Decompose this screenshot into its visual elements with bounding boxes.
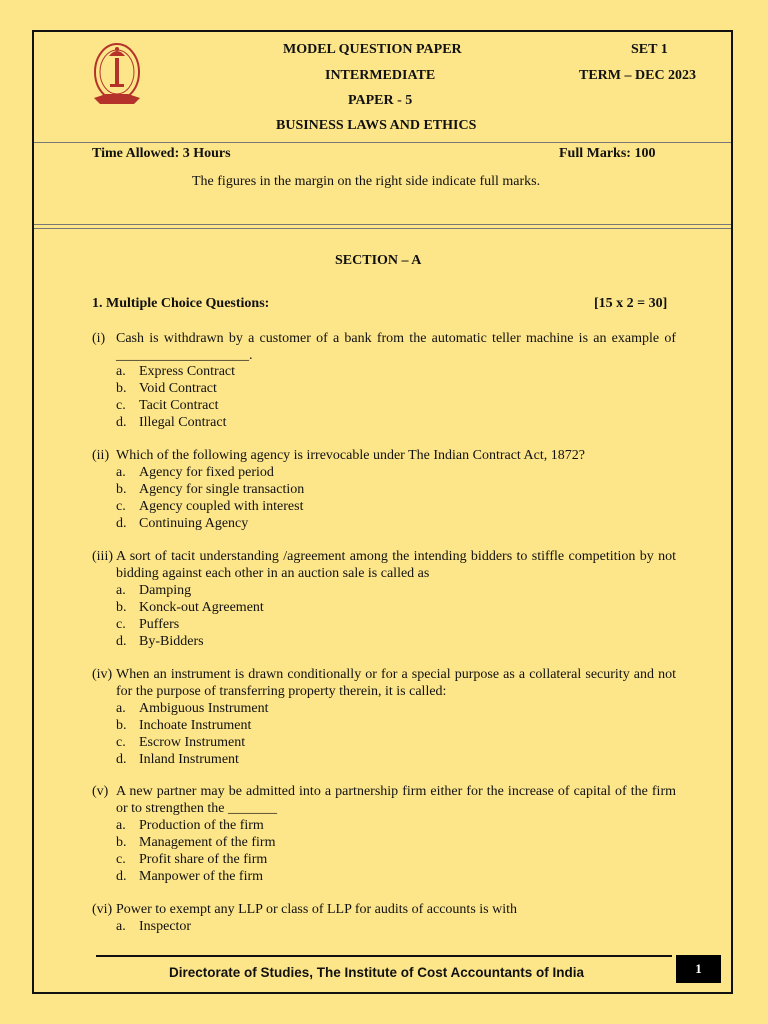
option-item: [116, 700, 269, 717]
question-text: A new partner may be admitted into a partnership firm either for the increase of capital of the firm or to strengthen the _______: [116, 784, 676, 816]
divider: [34, 224, 731, 225]
question-number: (v): [92, 784, 109, 799]
option-text: Inchoate Instrument: [139, 718, 252, 733]
option-item: [116, 414, 226, 431]
subject-title: BUSINESS LAWS AND ETHICS: [276, 118, 477, 133]
option-text: Inspector: [139, 919, 192, 934]
option-text: Void Contract: [139, 381, 217, 396]
question-number: (ii): [92, 448, 110, 463]
option-letter: d.: [116, 752, 127, 767]
option-letter: c.: [116, 735, 126, 750]
option-letter: d.: [116, 634, 127, 649]
option-letter: a.: [116, 364, 126, 379]
option-letter: c.: [116, 398, 126, 413]
option-item: [116, 817, 264, 834]
option-letter: a.: [116, 583, 126, 598]
option-letter: c.: [116, 617, 126, 632]
option-item: [116, 397, 219, 414]
option-item: [116, 734, 245, 751]
option-text: Illegal Contract: [139, 415, 227, 430]
option-item: [116, 751, 239, 768]
page-number: 1: [676, 955, 721, 983]
option-letter: b.: [116, 835, 127, 850]
option-letter: d.: [116, 516, 127, 531]
option-letter: d.: [116, 415, 127, 430]
option-text: Express Contract: [139, 364, 236, 379]
section-title: SECTION – A: [335, 253, 422, 268]
option-item: [116, 633, 204, 650]
option-letter: a.: [116, 818, 126, 833]
option-letter: b.: [116, 381, 127, 396]
footer-rule: [96, 955, 672, 957]
option-letter: a.: [116, 919, 126, 934]
option-text: Agency for single transaction: [139, 482, 305, 497]
option-text: Profit share of the firm: [139, 852, 268, 867]
question-text: Power to exempt any LLP or class of LLP for audits of accounts is with: [116, 902, 517, 917]
option-text: Ambiguous Instrument: [139, 701, 269, 716]
option-item: [116, 868, 263, 885]
option-item: [116, 599, 264, 616]
option-item: [116, 498, 303, 515]
option-text: Konck-out Agreement: [139, 600, 264, 615]
marks-note: The figures in the margin on the right side indicate full marks.: [192, 174, 541, 189]
option-letter: b.: [116, 482, 127, 497]
option-letter: c.: [116, 852, 126, 867]
option-letter: c.: [116, 499, 126, 514]
question-text: When an instrument is drawn conditionally or for a special purpose as a collateral security and not for the purpose of transferring property therein, it is called:: [116, 667, 676, 699]
question-number: (iv): [92, 667, 113, 682]
option-item: [116, 851, 267, 868]
option-text: Production of the firm: [139, 818, 264, 833]
option-text: Management of the firm: [139, 835, 276, 850]
level-label: INTERMEDIATE: [325, 68, 436, 83]
option-text: Continuing Agency: [139, 516, 249, 531]
set-label: SET 1: [631, 42, 668, 57]
question-text: Cash is withdrawn by a customer of a bank from the automatic teller machine is an example of ___________________.: [116, 331, 676, 363]
institute-logo: [90, 40, 144, 114]
divider: [34, 228, 731, 229]
option-item: [116, 481, 304, 498]
option-letter: a.: [116, 701, 126, 716]
option-letter: a.: [116, 465, 126, 480]
option-text: Inland Instrument: [139, 752, 239, 767]
option-letter: b.: [116, 600, 127, 615]
question-number: (iii): [92, 549, 113, 564]
option-text: Tacit Contract: [139, 398, 219, 413]
term-label: TERM – DEC 2023: [579, 68, 697, 83]
option-text: By-Bidders: [139, 634, 204, 649]
option-item: [116, 582, 191, 599]
option-text: Agency for fixed period: [139, 465, 274, 480]
paper-title: MODEL QUESTION PAPER: [283, 42, 462, 57]
divider: [34, 142, 731, 143]
time-allowed: Time Allowed: 3 Hours: [92, 146, 231, 161]
option-item: [116, 464, 274, 481]
full-marks: Full Marks: 100: [559, 146, 656, 161]
question-marks: [15 x 2 = 30]: [594, 296, 668, 311]
option-text: Damping: [139, 583, 192, 598]
option-text: Puffers: [139, 617, 180, 632]
paper-number: PAPER - 5: [348, 93, 413, 108]
option-letter: b.: [116, 718, 127, 733]
option-text: Agency coupled with interest: [139, 499, 304, 514]
option-item: [116, 918, 191, 935]
question-number: (i): [92, 331, 106, 346]
option-text: Escrow Instrument: [139, 735, 246, 750]
option-item: [116, 363, 235, 380]
question-text: Which of the following agency is irrevocable under The Indian Contract Act, 1872?: [116, 448, 585, 463]
question-heading: 1. Multiple Choice Questions:: [92, 296, 270, 311]
option-item: [116, 834, 275, 851]
footer-text: Directorate of Studies, The Institute of Cost Accountants of India: [169, 965, 585, 980]
question-text: A sort of tacit understanding /agreement among the intending bidders to stiffle competition by not bidding against each other in an auction sale is called as: [116, 549, 676, 581]
option-text: Manpower of the firm: [139, 869, 264, 884]
question-number: (vi): [92, 902, 113, 917]
option-item: [116, 616, 179, 633]
option-item: [116, 717, 251, 734]
option-item: [116, 515, 248, 532]
option-item: [116, 380, 217, 397]
option-letter: d.: [116, 869, 127, 884]
